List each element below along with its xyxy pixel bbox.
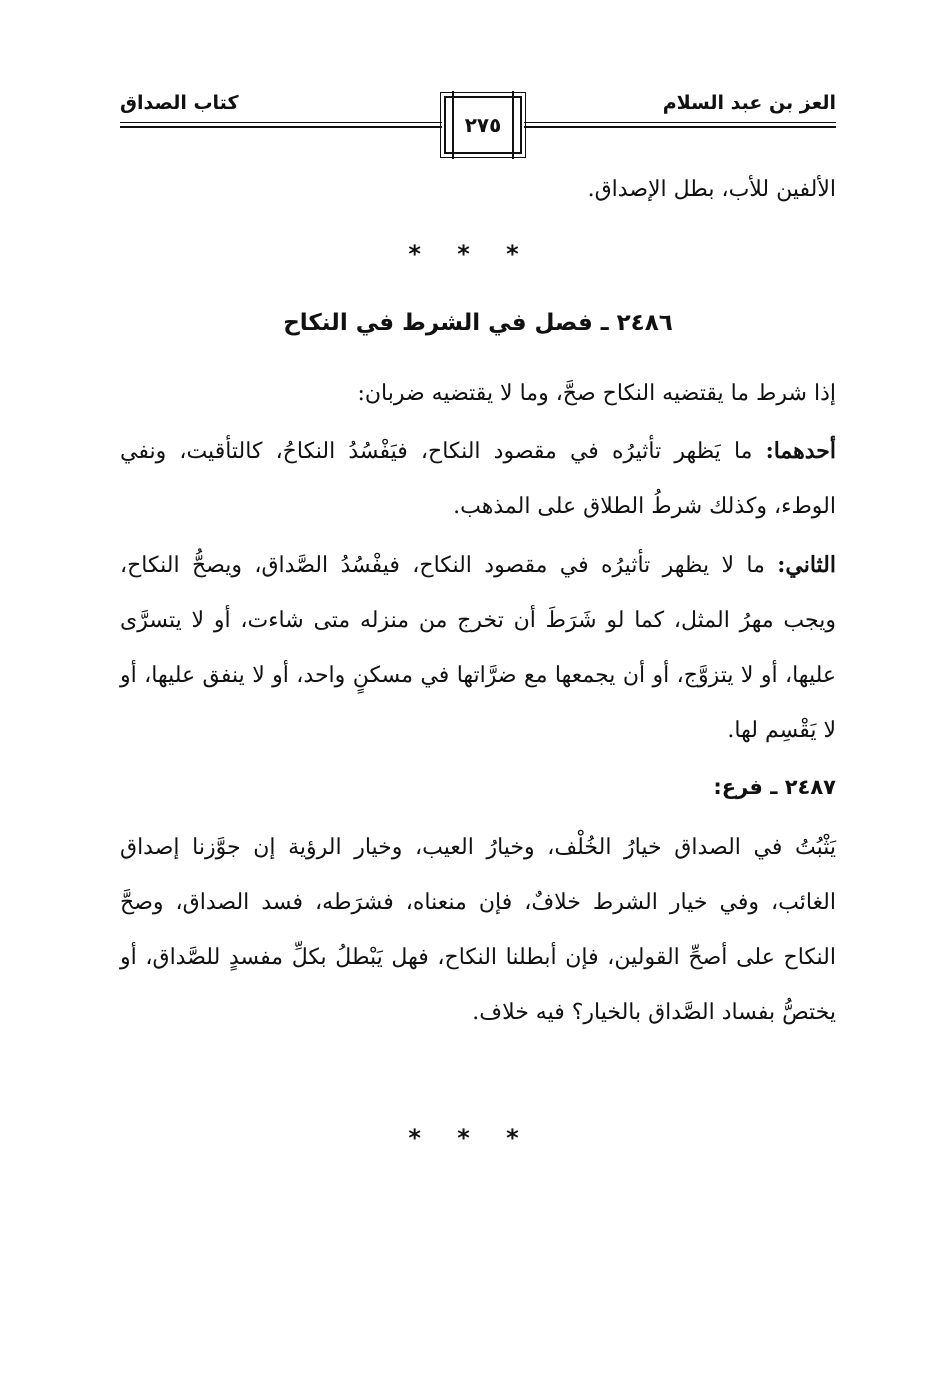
section-heading: ٢٤٨٦ ـ فصل في الشرط في النكاح — [283, 310, 673, 336]
second-type-paragraph — [120, 538, 896, 758]
branch-paragraph: يَثْبُتُ في الصداق خيارُ الخُلْف، وخيارُ العيب، وخيار الرؤية إن جوَّزنا إصداق الغائب، وفي خيار الشرط خلافٌ، فإن منعناه، فشرَطه، فسد الصداق، وصحَّ النكاح على أصحِّ القولين، فإن أبطلنا النكاح، فهل يَبْطلُ بكلِّ مفسدٍ للصَّداق، أو يختصُّ بفساد الصَّداق بالخيار؟ فيه خلاف. — [120, 835, 836, 1025]
page-header — [120, 80, 836, 160]
book-title: كتاب الصداق — [120, 92, 239, 114]
first-type-label: أحدهما: — [765, 438, 837, 464]
separator-stars: * * * — [408, 240, 533, 268]
author-name: العز بن عبد السلام — [662, 92, 836, 114]
end-separator-stars: * * * — [408, 1124, 533, 1152]
header-rule-right — [524, 122, 836, 123]
header-rule-left-thick — [120, 126, 442, 128]
branch-heading: ٢٤٨٧ ـ فرع: — [713, 775, 836, 799]
header-rule-right-thick — [524, 126, 836, 128]
opening-line: الألفين للأب، بطل الإصداق. — [587, 177, 836, 202]
header-rule-left — [120, 122, 442, 123]
intro-paragraph: إذا شرط ما يقتضيه النكاح صحَّ، وما لا يقتضيه ضربان: — [357, 381, 836, 406]
first-type-paragraph — [120, 424, 896, 534]
second-type-label: الثاني: — [777, 552, 836, 578]
page-number-frame — [444, 96, 522, 154]
first-type-text: ما يَظهر تأثيرُه في مقصود النكاح، فيَفْسُدُ النكاحُ، كالتأقيت، ونفي الوطء، وكذلك شرطُ الطلاق على المذهب. — [120, 439, 836, 519]
page-number: ٢٧٥ — [464, 113, 502, 137]
second-type-text: ما لا يظهر تأثيرُه في مقصود النكاح، فيفْسُدُ الصَّداق، ويصحُّ النكاح، ويجب مهرُ المثل، كما لو شَرَطَ أن تخرج من منزله متى شاءت، أو لا يتسرَّى عليها، أو لا يتزوَّج، أو أن يجمعها مع ضرَّاتها في مسكنٍ واحد، أو لا ينفق عليها، أو لا يَقْسِم لها. — [120, 553, 836, 743]
